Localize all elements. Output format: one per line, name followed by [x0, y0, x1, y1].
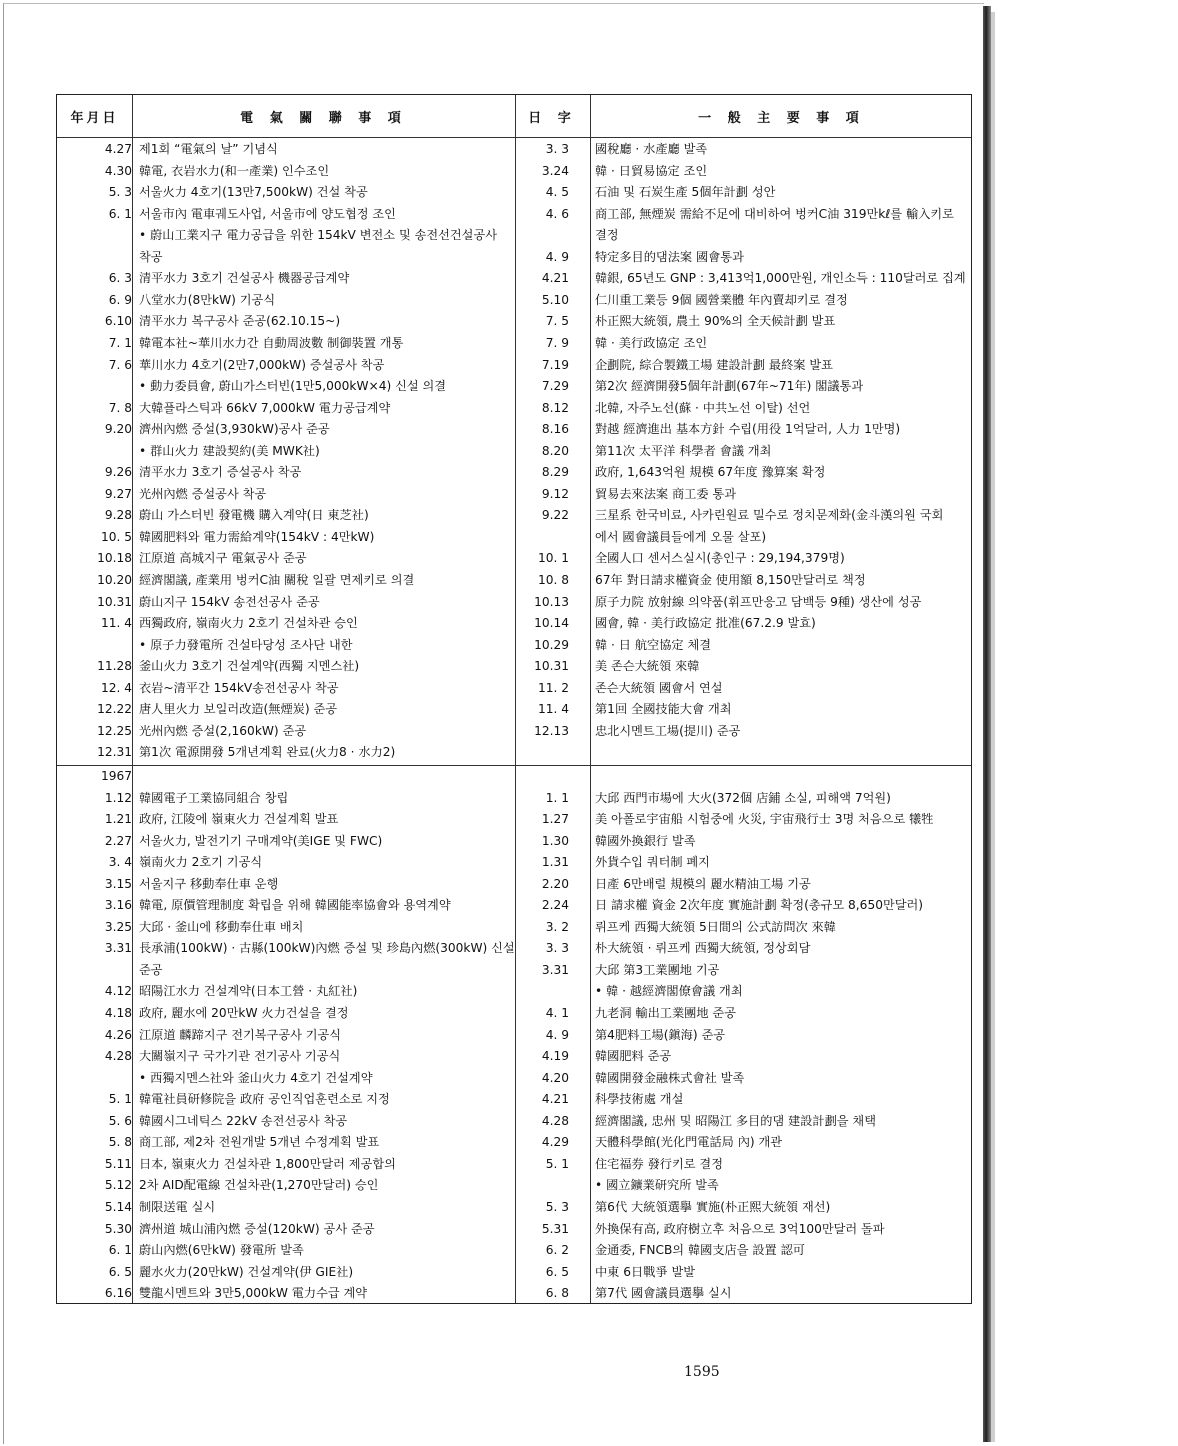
row-date: 6. 5: [108, 1264, 132, 1279]
table-row: [57, 355, 973, 377]
row-electric-event: 光州內燃 증설(2,160kW) 준공: [139, 723, 307, 738]
page-edge-shadow: [983, 6, 991, 1442]
row-general-event: 北韓, 자주노선(蘇 · 中共노선 이탈) 선언: [595, 400, 811, 415]
table-row: [57, 809, 973, 831]
table-row: [57, 852, 973, 874]
row-day: 10.14: [534, 616, 569, 631]
row-electric-event: 江原道 麟蹄지구 전기복구공사 기공식: [139, 1027, 342, 1042]
row-general-event: 金通委, FNCB의 韓國支店을 設置 認可: [595, 1243, 805, 1258]
row-date: 4.12: [104, 984, 132, 999]
row-date: 10.18: [97, 551, 132, 566]
row-day: 10. 1: [537, 551, 569, 566]
row-general-event: 經濟閣議, 忠州 및 昭陽江 多目的댐 建設計劃을 채택: [595, 1113, 876, 1128]
row-general-event: 韓 · 美行政協定 조인: [595, 335, 708, 350]
table-row: [57, 766, 973, 788]
row-day: 1.30: [541, 833, 569, 848]
row-date: 9.26: [104, 465, 132, 480]
row-day: 4. 5: [545, 185, 569, 200]
row-date: 10.31: [97, 594, 132, 609]
row-electric-event: 經濟閣議, 產業用 벙커C油 關稅 일괄 면제키로 의결: [139, 573, 415, 587]
row-electric-event: 政府, 江陵에 嶺東火力 건설계획 발표: [139, 812, 339, 827]
row-date: 12.22: [97, 702, 132, 717]
header-electric-events: 電 氣 關 聯 事 項: [240, 110, 407, 126]
row-date: 3.16: [104, 898, 132, 913]
row-date: 7. 1: [108, 335, 132, 350]
row-electric-event: 大關嶺지구 국가기관 전기공사 기공식: [139, 1049, 341, 1064]
row-date: 11.28: [97, 659, 132, 674]
table-row: [57, 484, 973, 506]
row-day: 5. 1: [545, 1156, 569, 1171]
row-date: 6.10: [104, 314, 132, 329]
row-day: 7.29: [541, 379, 569, 394]
row-day: 4.29: [541, 1135, 569, 1150]
row-general-event: • 國立鑛業研究所 발족: [595, 1178, 719, 1193]
row-general-event: 韓國開發金融株式會社 발족: [595, 1070, 745, 1085]
table-row: [57, 1262, 973, 1284]
row-date: 4.26: [104, 1027, 132, 1042]
row-electric-event: 서울지구 移動奉仕車 운행: [139, 876, 279, 891]
table-row: [57, 1089, 973, 1111]
row-general-event: 特定多目的댐法案 國會통과: [595, 249, 744, 264]
page-edge-highlight: [991, 12, 995, 1442]
row-general-event: 科學技術處 개설: [595, 1092, 684, 1107]
row-general-event: 九老洞 輸出工業團地 준공: [595, 1006, 736, 1020]
row-day: 5. 3: [545, 1199, 569, 1214]
row-electric-event: • 群山火力 建設契約(美 MWK社): [139, 443, 320, 458]
table-row: [57, 527, 973, 549]
row-day: 3. 2: [545, 919, 569, 934]
row-day: 12.13: [534, 723, 569, 738]
table-row: [57, 419, 973, 441]
row-electric-event: 制限送電 실시: [139, 1199, 216, 1214]
row-electric-event: 商工部, 제2차 전원개발 5개년 수정계획 발표: [139, 1135, 380, 1150]
table-row: [57, 1175, 973, 1197]
row-day: 9.12: [541, 486, 569, 501]
table-row: [57, 1068, 973, 1090]
row-general-event: 韓 · 日 航空協定 체결: [595, 637, 712, 652]
row-day: 8.16: [541, 422, 569, 437]
row-day: 10.13: [534, 594, 569, 609]
row-general-event: 對越 經濟進出 基本方針 수립(用役 1억달러, 人力 1만명): [595, 422, 901, 437]
row-date: 7. 8: [108, 400, 132, 415]
row-day: 8.12: [541, 400, 569, 415]
row-electric-event: 제1회 “電氣의 날” 기념식: [139, 142, 278, 156]
row-date: 2.27: [104, 833, 132, 848]
row-date: 10.20: [97, 573, 132, 587]
row-day: 7. 5: [545, 314, 569, 329]
row-electric-event: 大韓플라스틱과 66kV 7,000kW 電力공급계약: [139, 400, 391, 415]
row-day: 4. 9: [545, 249, 569, 264]
row-general-event: 美 존슨大統領 來韓: [595, 659, 700, 674]
table-row: [57, 635, 973, 657]
table-row: [57, 398, 973, 420]
row-electric-event: 唐人里火力 보일러改造(無煙炭) 준공: [139, 702, 337, 717]
row-electric-event: 2차 AID配電線 건설차관(1,270만달러) 승인: [139, 1178, 379, 1193]
row-general-event: 에서 國會議員들에게 오물 살포): [595, 529, 767, 544]
row-day: 6. 5: [545, 1264, 569, 1279]
row-electric-event: 韓電, 衣岩水力(和一產業) 인수조인: [139, 163, 330, 178]
row-electric-event: • 蔚山工業지구 電力공급을 위한 154kV 변전소 및 송전선건설공사: [139, 228, 498, 243]
row-general-event: 三星系 한국비료, 사카린원료 밀수로 정치문제화(金斗漢의원 국회: [595, 508, 944, 523]
row-general-event: 外貨수입 쿼터制 폐지: [595, 855, 710, 870]
row-general-event: 貿易去來法案 商工委 통과: [595, 486, 736, 501]
row-date: 7. 6: [108, 357, 132, 372]
table-row: [57, 981, 973, 1003]
row-day: 8.20: [541, 443, 569, 458]
table-row: [57, 505, 973, 527]
row-general-event: 존슨大統領 國會서 연설: [595, 680, 723, 695]
table-row: [57, 1111, 973, 1133]
row-date: 6. 3: [108, 271, 132, 286]
row-date: 6. 1: [108, 206, 132, 221]
row-electric-event: 長承浦(100kW) · 古縣(100kW)內燃 증설 및 珍島內燃(300kW) 신설: [139, 941, 515, 956]
row-day: 1. 1: [545, 790, 569, 805]
table-row: [57, 225, 973, 247]
row-general-event: 國會, 韓 · 美行政協定 批准(67.2.9 발효): [595, 616, 816, 631]
table-row: [57, 1003, 973, 1025]
row-day: 8.29: [541, 465, 569, 480]
row-general-event: 政府, 1,643억원 規模 67年度 豫算案 확정: [595, 465, 826, 480]
row-electric-event: 大邱 · 釜山에 移動奉仕車 배치: [139, 919, 304, 934]
row-general-event: 朴正熙大統領, 農土 90%의 全天候計劃 발표: [595, 314, 836, 329]
row-date: 6. 1: [108, 1243, 132, 1258]
row-day: 4. 9: [545, 1027, 569, 1042]
row-day: 9.22: [541, 508, 569, 523]
table-row: [57, 656, 973, 678]
row-electric-event: 日本, 嶺東火力 건설차관 1,800만달러 제공합의: [139, 1156, 396, 1171]
row-electric-event: 釜山火力 3호기 건설계약(西獨 지멘스社): [139, 659, 360, 674]
row-electric-event: 韓電, 原價管理制度 확립을 위해 韓國能率協會와 용역계약: [139, 898, 451, 913]
row-day: 4. 1: [545, 1006, 569, 1020]
row-electric-event: 서울市內 電車궤도사업, 서울市에 양도협정 조인: [139, 206, 396, 221]
row-electric-event: 麗水火力(20만kW) 건설계약(伊 GIE社): [139, 1264, 354, 1279]
page-number: 1595: [684, 1364, 720, 1380]
row-general-event: 日產 6만배럴 規模의 麗水精油工場 기공: [595, 876, 811, 891]
header-divider: [57, 137, 971, 138]
row-general-event: 大邱 第3工業團地 기공: [595, 962, 720, 977]
table-row: [57, 699, 973, 721]
row-general-event: 忠北시멘트工場(提川) 준공: [595, 723, 741, 738]
row-electric-event: 蔚山 가스터빈 發電機 購入계약(日 東芝社): [139, 508, 369, 523]
row-electric-event: 衣岩~清平간 154kV송전선공사 착공: [139, 680, 339, 695]
row-electric-event: 華川水力 4호기(2만7,000kW) 증설공사 착공: [139, 357, 385, 372]
row-date: 3.25: [104, 919, 132, 934]
row-general-event: 天體科學館(光化門電話局 內) 개관: [595, 1135, 783, 1150]
row-electric-event: 嶺南火力 2호기 기공식: [139, 855, 263, 870]
row-date: 11. 4: [100, 616, 132, 631]
row-date: 6. 9: [108, 292, 132, 307]
row-day: 10.31: [534, 659, 569, 674]
row-date: 6.16: [104, 1286, 132, 1301]
table-row: [57, 290, 973, 312]
row-date: 4.30: [104, 163, 132, 178]
table-row: [57, 1197, 973, 1219]
row-general-event: 韓國外換銀行 발족: [595, 833, 696, 848]
row-date: 9.28: [104, 508, 132, 523]
row-day: 4.28: [541, 1113, 569, 1128]
row-general-event: • 韓 · 越經濟閣僚會議 개최: [595, 984, 743, 999]
row-date: 12. 4: [100, 680, 132, 695]
row-day: 3.31: [541, 962, 569, 977]
table-row: [57, 570, 973, 592]
table-row: [57, 742, 973, 764]
row-date: 5. 8: [108, 1135, 132, 1150]
table-row: [57, 311, 973, 333]
row-electric-event: 韓國肥料와 電力需給계약(154kV : 4만kW): [139, 529, 375, 544]
table-row: [57, 1046, 973, 1068]
row-general-event: 결정: [595, 228, 619, 243]
table-row: [57, 788, 973, 810]
row-electric-event: 清平水力 3호기 건설공사 機器공급계약: [139, 271, 350, 286]
row-date: 5.30: [104, 1221, 132, 1236]
row-day: 7.19: [541, 357, 569, 372]
row-electric-event: 雙龍시멘트와 3만5,000kW 電力수급 계약: [139, 1286, 368, 1301]
row-day: 6. 8: [545, 1286, 569, 1301]
row-day: 4.21: [541, 271, 569, 286]
row-general-event: 뤼프케 西獨大統領 5日間의 公式訪問次 來韓: [595, 919, 836, 934]
table-row: [57, 1154, 973, 1176]
row-day: 5.31: [541, 1221, 569, 1236]
row-electric-event: 清平水力 3호기 증설공사 착공: [139, 465, 302, 480]
row-day: 4.20: [541, 1070, 569, 1085]
row-general-event: 外換保有高, 政府樹立후 처음으로 3억100만달러 돌파: [595, 1221, 885, 1236]
chronology-table: [56, 94, 972, 1304]
table-row: [57, 592, 973, 614]
row-general-event: 原子力院 放射線 의약품(휘프만응고 담백등 9種) 생산에 성공: [595, 594, 922, 609]
row-day: 7. 9: [545, 335, 569, 350]
table-row: [57, 960, 973, 982]
row-general-event: 商工部, 無煙炭 需給不足에 대비하여 벙커C油 319만kℓ를 輸入키로: [595, 206, 954, 221]
table-row: [57, 376, 973, 398]
row-electric-event: 蔚山內燃(6만kW) 發電所 발족: [139, 1243, 304, 1258]
row-day: 3. 3: [545, 142, 569, 156]
table-row: [57, 917, 973, 939]
row-day: 10. 8: [537, 573, 569, 587]
row-electric-event: • 西獨지멘스社와 釜山火力 4호기 건설계약: [139, 1070, 373, 1085]
table-row: [57, 161, 973, 183]
row-date: 5. 6: [108, 1113, 132, 1128]
row-electric-event: 光州內燃 증설공사 착공: [139, 486, 267, 501]
row-general-event: 中東 6日戰爭 발발: [595, 1264, 695, 1279]
table-row: [57, 333, 973, 355]
row-general-event: 第1回 全國技能大會 개최: [595, 702, 732, 717]
row-electric-event: 착공: [139, 249, 163, 264]
row-date: 5.12: [104, 1178, 132, 1193]
row-electric-event: 서울火力 4호기(13만7,500kW) 건설 착공: [139, 185, 368, 200]
row-electric-event: 八堂水力(8만kW) 기공식: [139, 292, 276, 307]
row-general-event: 第2次 經濟開發5個年計劃(67年~71年) 閣議통과: [595, 379, 864, 394]
table-row: [57, 1240, 973, 1262]
table-row: [57, 204, 973, 226]
row-electric-event: 蔚山지구 154kV 송전선공사 준공: [139, 594, 320, 609]
row-general-event: 67年 對日請求權資金 使用額 8,150만달러로 책정: [595, 573, 866, 587]
table-row: [57, 139, 973, 161]
table-row: [57, 462, 973, 484]
row-electric-event: 濟州道 城山浦內燃 증설(120kW) 공사 준공: [139, 1221, 375, 1236]
row-day: 4. 6: [545, 206, 569, 221]
row-date: 10. 5: [100, 529, 132, 544]
row-day: 3. 3: [545, 941, 569, 956]
row-date: 1.21: [104, 812, 132, 827]
row-date: 5. 3: [108, 185, 132, 200]
row-general-event: 第7代 國會議員選擧 실시: [595, 1286, 732, 1301]
table-row: [57, 895, 973, 917]
table-row: [57, 1132, 973, 1154]
row-electric-event: • 動力委員會, 蔚山가스터빈(1만5,000kW×4) 신설 의결: [139, 379, 447, 394]
table-row: [57, 1025, 973, 1047]
row-date: 9.27: [104, 486, 132, 501]
row-day: 3.24: [541, 163, 569, 178]
row-electric-event: 준공: [139, 962, 163, 977]
row-date: 1967: [100, 768, 132, 783]
row-general-event: 國稅廳 · 水產廳 발족: [595, 142, 708, 156]
row-electric-event: 第1次 電源開發 5개년계획 완료(火力8 · 水力2): [139, 745, 396, 760]
row-date: 9.20: [104, 422, 132, 437]
table-row: [57, 613, 973, 635]
row-date: 5.14: [104, 1199, 132, 1214]
row-electric-event: 西獨政府, 嶺南火力 2호기 건설차관 승인: [139, 616, 358, 631]
row-general-event: 日 請求權 資金 2次年度 實施計劃 확정(총규모 8,650만달러): [595, 898, 924, 913]
row-general-event: 韓 · 日貿易協定 조인: [595, 163, 708, 178]
row-general-event: 石油 및 石炭生產 5個年計劃 성안: [595, 185, 776, 200]
row-day: 11. 2: [537, 680, 569, 695]
row-day: 2.20: [541, 876, 569, 891]
table-row: [57, 1219, 973, 1241]
row-day: 6. 2: [545, 1243, 569, 1258]
row-general-event: 全國人口 센서스실시(총인구 : 29,194,379명): [595, 551, 845, 566]
row-date: 12.31: [97, 745, 132, 760]
row-date: 5. 1: [108, 1092, 132, 1107]
row-day: 1.31: [541, 855, 569, 870]
table-row: [57, 182, 973, 204]
row-general-event: 美 아폴로宇宙船 시험중에 火災, 宇宙飛行士 3명 처음으로 犧牲: [595, 812, 934, 827]
header-day: 日 字: [528, 110, 577, 126]
row-date: 3.31: [104, 941, 132, 956]
row-date: 4.28: [104, 1049, 132, 1064]
row-day: 10.29: [534, 637, 569, 652]
row-day: 4.19: [541, 1049, 569, 1064]
row-electric-event: 韓電社員研修院을 政府 공인직업훈련소로 지정: [139, 1092, 390, 1107]
row-general-event: 第4肥料工場(鎭海) 준공: [595, 1027, 725, 1042]
row-general-event: 韓銀, 65년도 GNP : 3,413억1,000만원, 개인소득 : 110달러로 집계: [595, 271, 966, 286]
table-row: [57, 721, 973, 743]
table-row: [57, 831, 973, 853]
row-day: 1.27: [541, 812, 569, 827]
table-row: [57, 1283, 973, 1305]
header-general-events: 一 般 主 要 事 項: [698, 110, 865, 126]
row-electric-event: 清平水力 복구공사 준공(62.10.15~): [139, 314, 341, 329]
row-electric-event: 江原道 高城지구 電氣공사 준공: [139, 551, 307, 566]
row-general-event: 大邱 西門市場에 大火(372個 店鋪 소실, 피해액 7억원): [595, 790, 891, 805]
header-date: 年月日: [70, 110, 119, 126]
row-general-event: 第11次 太平洋 科學者 會議 개최: [595, 443, 772, 458]
row-electric-event: 政府, 麗水에 20만kW 火力건설을 결정: [139, 1006, 349, 1020]
row-date: 12.25: [97, 723, 132, 738]
row-electric-event: 昭陽江水力 건설계약(日本工營 · 丸紅社): [139, 984, 358, 999]
row-date: 4.27: [104, 142, 132, 156]
row-date: 1.12: [104, 790, 132, 805]
row-electric-event: 韓國電子工業協同組合 창립: [139, 790, 289, 805]
row-general-event: 朴大統領 · 뤼프케 西獨大統領, 정상회담: [595, 941, 811, 956]
row-date: 3.15: [104, 876, 132, 891]
row-day: 11. 4: [537, 702, 569, 717]
table-row: [57, 247, 973, 269]
row-day: 5.10: [541, 292, 569, 307]
row-electric-event: 韓國시그네틱스 22kV 송전선공사 착공: [139, 1113, 348, 1128]
row-date: 3. 4: [108, 855, 132, 870]
row-date: 4.18: [104, 1006, 132, 1020]
row-electric-event: • 原子力發電所 건설타당성 조사단 내한: [139, 637, 353, 652]
row-day: 4.21: [541, 1092, 569, 1107]
row-electric-event: 서울火力, 발전기기 구매계약(美IGE 및 FWC): [139, 833, 383, 848]
row-electric-event: 濟州內燃 증설(3,930kW)공사 준공: [139, 422, 330, 437]
row-electric-event: 韓電本社~華川水力간 自動周波數 制御裝置 개통: [139, 335, 404, 350]
table-row: [57, 548, 973, 570]
row-general-event: 住宅福券 發行키로 결정: [595, 1156, 723, 1171]
table-row: [57, 678, 973, 700]
row-day: 2.24: [541, 898, 569, 913]
row-general-event: 韓國肥料 준공: [595, 1049, 672, 1064]
table-row: [57, 441, 973, 463]
row-general-event: 仁川重工業등 9個 國營業體 年內賣却키로 결정: [595, 292, 848, 307]
table-row: [57, 938, 973, 960]
row-general-event: 企劃院, 綜合製鐵工場 建設計劃 最終案 발표: [595, 357, 833, 372]
table-row: [57, 268, 973, 290]
row-general-event: 第6代 大統領選擧 實施(朴正熙大統領 재선): [595, 1199, 831, 1214]
row-date: 5.11: [104, 1156, 132, 1171]
table-row: [57, 874, 973, 896]
